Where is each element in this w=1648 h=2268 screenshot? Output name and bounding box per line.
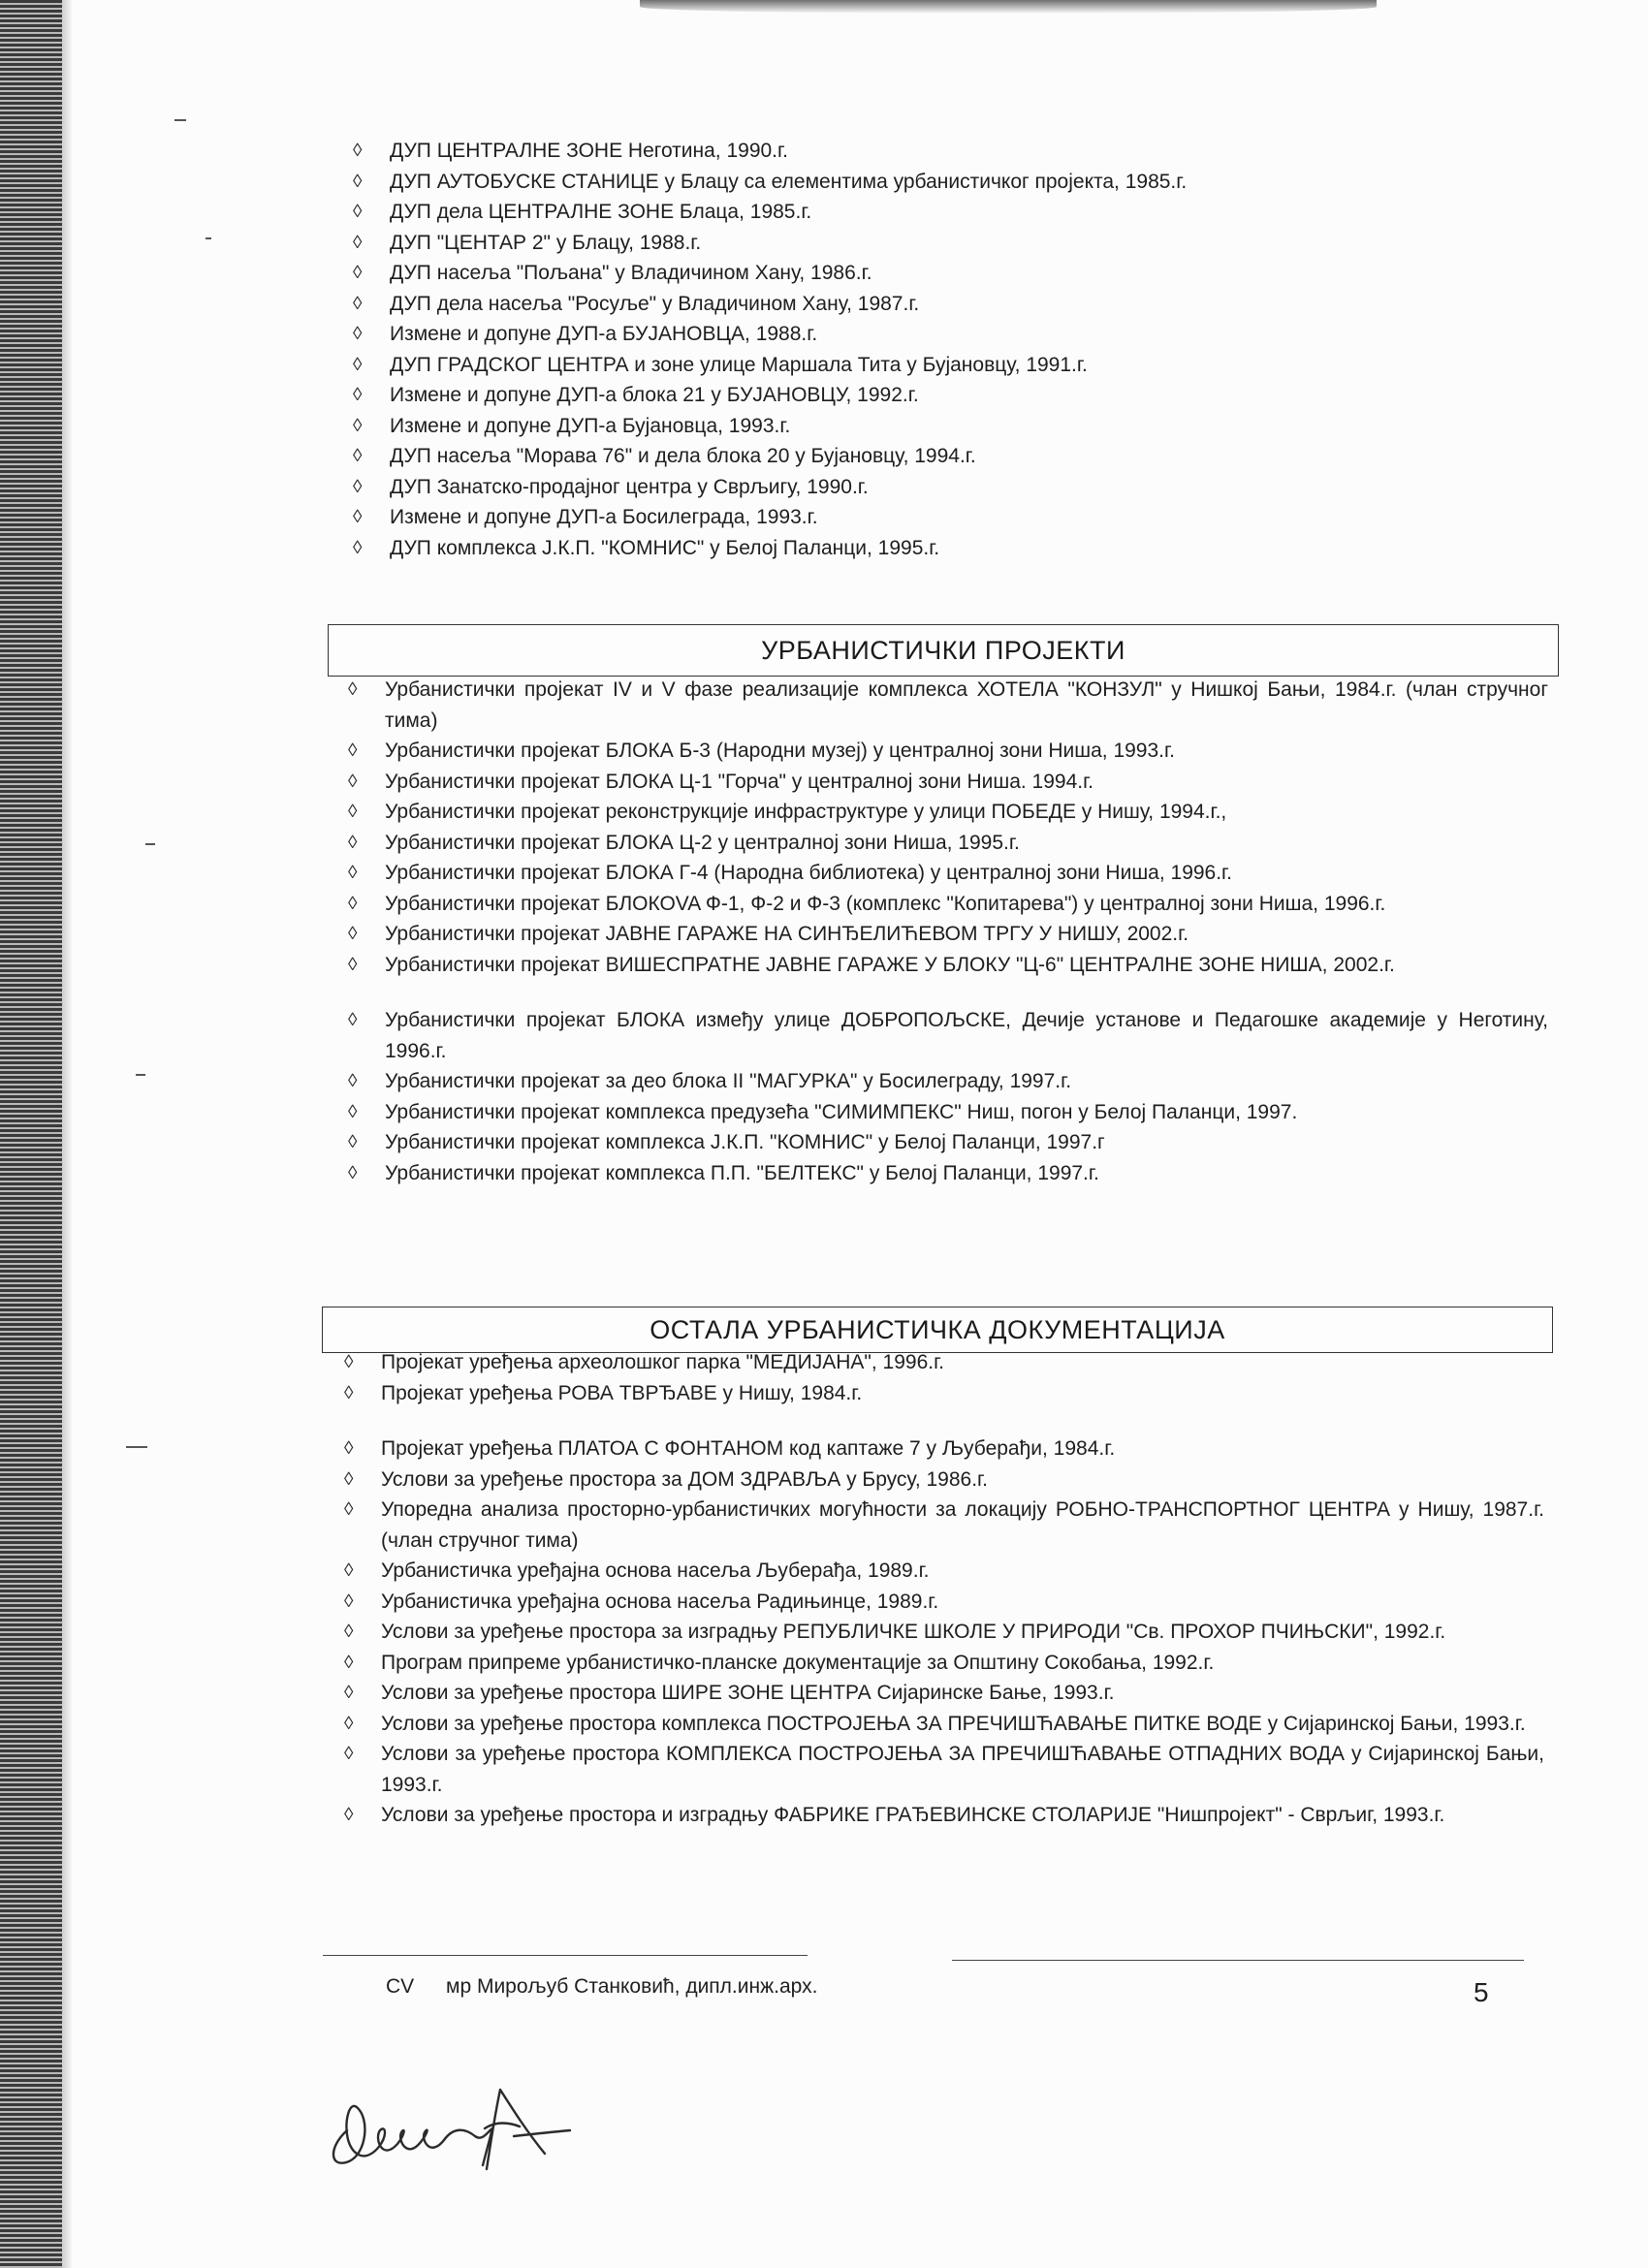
list-spacer	[385, 980, 1548, 1005]
list-item: ◊ ДУП АУТОБУСКЕ СТАНИЦЕ у Блацу са елементима урбанистичког пројекта, 1985.г.	[390, 167, 1359, 198]
list-item: ◊ Услови за уређење простора и изградњу ФАБРИКЕ ГРАЂЕВИНСКЕ СТОЛАРИЈЕ "Нишпројект" - Сврљиг, 1993.г.	[381, 1800, 1544, 1831]
diamond-bullet-icon: ◊	[348, 832, 358, 853]
footer-rule-right	[952, 1960, 1524, 1961]
list-item: ◊ ДУП ГРАДСКОГ ЦЕНТРА и зоне улице Маршала Тита у Бујановцу, 1991.г.	[390, 350, 1359, 381]
diamond-bullet-icon: ◊	[353, 507, 363, 527]
page-number: 5	[1474, 1977, 1489, 2007]
diamond-bullet-icon: ◊	[353, 476, 363, 497]
list-item: ◊ Урбанистички пројекат комплекса Ј.К.П. "КОМНИС" у Белој Паланци, 1997.г	[385, 1127, 1548, 1158]
scan-border-strip	[0, 0, 62, 2268]
list-item: ◊ Урбанистички пројекат реконструкције инфраструктуре у улици ПОБЕДЕ у Нишу, 1994.г.,	[385, 797, 1548, 828]
diamond-bullet-icon: ◊	[348, 1071, 358, 1091]
list-item: ◊ Измене и допуне ДУП-а Бујановца, 1993.г.	[390, 411, 1359, 442]
list-item: ◊ ДУП насеља "Пољана" у Владичином Хану, 1986.г.	[390, 258, 1359, 289]
diamond-bullet-icon: ◊	[348, 802, 358, 822]
list-item: ◊ ДУП Занатско-продајног центра у Сврљигу, 1990.г.	[390, 472, 1359, 503]
list-item: ◊ Урбанистички пројекат IV и V фазе реализације комплекса ХОТЕЛА "КОНЗУЛ" у Нишкој Бањи, 1984.г. (члан стручног тима)	[385, 675, 1548, 736]
diamond-bullet-icon: ◊	[348, 954, 358, 975]
scan-mark	[136, 1074, 145, 1076]
diamond-bullet-icon: ◊	[353, 537, 363, 558]
diamond-bullet-icon: ◊	[348, 1010, 358, 1030]
list-item: ◊ Урбанистички пројекат за део блока II "МАГУРКА" у Босилеграду, 1997.г.	[385, 1066, 1548, 1097]
list-item: ◊ Измене и допуне ДУП-а Босилеграда, 1993.г.	[390, 502, 1359, 533]
list-item: ◊ Урбанистички пројекат ЈАВНЕ ГАРАЖЕ НА СИНЂЕЛИЋЕВОМ ТРГУ У НИШУ, 2002.г.	[385, 919, 1548, 950]
diamond-bullet-icon: ◊	[353, 415, 363, 436]
scan-mark	[126, 1446, 147, 1448]
diamond-bullet-icon: ◊	[344, 1468, 354, 1490]
diamond-bullet-icon: ◊	[344, 1744, 354, 1764]
diamond-bullet-icon: ◊	[348, 1132, 358, 1152]
diamond-bullet-icon: ◊	[344, 1591, 354, 1612]
list-item: ◊ Услови за уређење простора ШИРЕ ЗОНЕ ЦЕНТРА Сијаринске Бање, 1993.г.	[381, 1678, 1544, 1709]
list-item: ◊ Услови за уређење простора за изградњу РЕПУБЛИЧКЕ ШКОЛЕ У ПРИРОДИ "Св. ПРОХОР ПЧИЊСКИ", 1992.г.	[381, 1617, 1544, 1648]
scan-top-shadow	[640, 0, 1377, 14]
diamond-bullet-icon: ◊	[344, 1652, 354, 1673]
diamond-bullet-icon: ◊	[344, 1622, 354, 1642]
diamond-bullet-icon: ◊	[348, 771, 358, 792]
diamond-bullet-icon: ◊	[353, 202, 363, 222]
list-item: ◊ Услови за уређење простора КОМПЛЕКСА ПОСТРОЈЕЊА ЗА ПРЕЧИШЋАВАЊЕ ОТПАДНИХ ВОДА у Сијаринској Бањи, 1993.г.	[381, 1739, 1544, 1800]
list-item: ◊ Измене и допуне ДУП-а блока 21 у БУЈАНОВЦУ, 1992.г.	[390, 380, 1359, 411]
list-item: ◊ Упоредна анализа просторно-урбанистичких могућности за локацију РОБНО-ТРАНСПОРТНОГ ЦЕНТРА у Нишу, 1987.г. (члан стручног тима)	[381, 1495, 1544, 1556]
list-item: ◊ Измене и допуне ДУП-а БУЈАНОВЦА, 1988.г.	[390, 319, 1359, 350]
diamond-bullet-icon: ◊	[348, 740, 358, 761]
diamond-bullet-icon: ◊	[344, 1560, 354, 1581]
scan-mark	[174, 119, 186, 121]
list-item: ◊ Урбанистички пројекат БЛОКА Б-3 (Народни музеј) у централној зони Ниша, 1993.г.	[385, 736, 1548, 767]
diamond-bullet-icon: ◊	[344, 1352, 354, 1372]
footer-rule-left	[323, 1955, 808, 1956]
scan-mark	[206, 237, 211, 239]
handwritten-signature	[320, 2072, 611, 2179]
scan-border-edge	[62, 0, 72, 2268]
diamond-bullet-icon: ◊	[353, 324, 363, 344]
list-item: ◊ Урбанистичка уређајна основа насеља Радињинце, 1989.г.	[381, 1587, 1544, 1618]
list-item: ◊ Урбанистички пројекат БЛОКА Ц-2 у централној зони Ниша, 1995.г.	[385, 828, 1548, 859]
diamond-bullet-icon: ◊	[348, 1162, 358, 1183]
list-item: ◊ ДУП насеља "Морава 76" и дела блока 20 у Бујановцу, 1994.г.	[390, 441, 1359, 472]
list-item: ◊ ДУП дела насеља "Росуље" у Владичином Хану, 1987.г.	[390, 289, 1359, 320]
section-heading-other-documentation: ОСТАЛА УРБАНИСТИЧКА ДОКУМЕНТАЦИЈА	[322, 1307, 1553, 1353]
diamond-bullet-icon: ◊	[344, 1805, 354, 1825]
list-spacer	[381, 1408, 1544, 1433]
diamond-bullet-icon: ◊	[348, 863, 358, 883]
scan-mark	[145, 843, 155, 845]
list-item: ◊ Урбанистички пројекат комплекса предузећа "СИМИМПЕКС" Ниш, погон у Белој Паланци, 1997.	[385, 1097, 1548, 1128]
list-item: ◊ Урбанистички пројекат БЛОКА Ц-1 "Горча" у централној зони Ниша. 1994.г.	[385, 767, 1548, 798]
diamond-bullet-icon: ◊	[348, 679, 358, 700]
list-item: ◊ Урбанистички пројекат ВИШЕСПРАТНЕ ЈАВНЕ ГАРАЖЕ У БЛОКУ "Ц-6" ЦЕНТРАЛНЕ ЗОНЕ НИША, 2002.г.	[385, 950, 1548, 981]
diamond-bullet-icon: ◊	[353, 446, 363, 466]
list-item: ◊ Пројекат уређења РОВА ТВРЂАВЕ у Нишу, 1984.г.	[381, 1378, 1544, 1409]
diamond-bullet-icon: ◊	[344, 1438, 354, 1459]
list-item: ◊ ДУП ЦЕНТРАЛНЕ ЗОНЕ Неготина, 1990.г.	[390, 136, 1359, 167]
list-item: ◊ Програм припреме урбанистичко-планске документације за Општину Сокобања, 1992.г.	[381, 1648, 1544, 1679]
list-item: ◊ Пројекат уређења ПЛАТОА С ФОНТАНОМ код каптаже 7 у Љуберађи, 1984.г.	[381, 1433, 1544, 1465]
list-item: ◊ Услови за уређење простора за ДОМ ЗДРАВЉА у Брусу, 1986.г.	[381, 1465, 1544, 1496]
diamond-bullet-icon: ◊	[353, 354, 363, 375]
urban-projects-list	[348, 675, 1548, 1188]
other-documentation-list	[344, 1347, 1544, 1831]
diamond-bullet-icon: ◊	[348, 893, 358, 914]
list-item: ◊ Услови за уређење простора комплекса ПОСТРОЈЕЊА ЗА ПРЕЧИШЋАВАЊЕ ПИТКЕ ВОДЕ у Сијаринској Бањи, 1993.г.	[381, 1709, 1544, 1740]
diamond-bullet-icon: ◊	[353, 171, 363, 192]
diamond-bullet-icon: ◊	[353, 263, 363, 283]
diamond-bullet-icon: ◊	[344, 1382, 354, 1403]
footer-author-name: мр Мирољуб Станковић, дипл.инж.арх.	[446, 1975, 818, 1998]
diamond-bullet-icon: ◊	[348, 924, 358, 944]
list-item: ◊ Пројекат уређења археолошког парка "МЕДИЈАНА", 1996.г.	[381, 1347, 1544, 1378]
diamond-bullet-icon: ◊	[353, 385, 363, 405]
footer-cv-label: CV	[386, 1975, 415, 1998]
list-item: ◊ Урбанистичка уређајна основа насеља Љуберађа, 1989.г.	[381, 1556, 1544, 1587]
list-item: ◊ ДУП комплекса Ј.К.П. "КОМНИС" у Белој Паланци, 1995.г.	[390, 533, 1359, 564]
list-item: ◊ Урбанистички пројекат БЛОКОVA Ф-1, Ф-2 и Ф-3 (комплекс "Копитарева") у централној зони Ниша, 1996.г.	[385, 889, 1548, 920]
dup-list	[353, 136, 1359, 563]
list-item: ◊ Урбанистички пројекат комплекса П.П. "БЕЛТЕКС" у Белој Паланци, 1997.г.	[385, 1158, 1548, 1189]
diamond-bullet-icon: ◊	[344, 1713, 354, 1734]
list-item: ◊ ДУП "ЦЕНТАР 2" у Блацу, 1988.г.	[390, 228, 1359, 259]
list-item: ◊ Урбанистички пројекат БЛОКА Г-4 (Народна библиотека) у централној зони Ниша, 1996.г.	[385, 858, 1548, 889]
diamond-bullet-icon: ◊	[344, 1683, 354, 1703]
diamond-bullet-icon: ◊	[353, 141, 363, 161]
list-item: ◊ ДУП дела ЦЕНТРАЛНЕ ЗОНЕ Блаца, 1985.г.	[390, 197, 1359, 228]
diamond-bullet-icon: ◊	[353, 293, 363, 314]
diamond-bullet-icon: ◊	[348, 1101, 358, 1122]
diamond-bullet-icon: ◊	[344, 1499, 354, 1520]
section-heading-urban-projects: УРБАНИСТИЧКИ ПРОЈЕКТИ	[328, 624, 1559, 677]
list-item: ◊ Урбанистички пројекат БЛОКА између улице ДОБРОПОЉСКЕ, Дечије установе и Педагошке академије у Неготину, 1996.г.	[385, 1005, 1548, 1066]
diamond-bullet-icon: ◊	[353, 232, 363, 253]
